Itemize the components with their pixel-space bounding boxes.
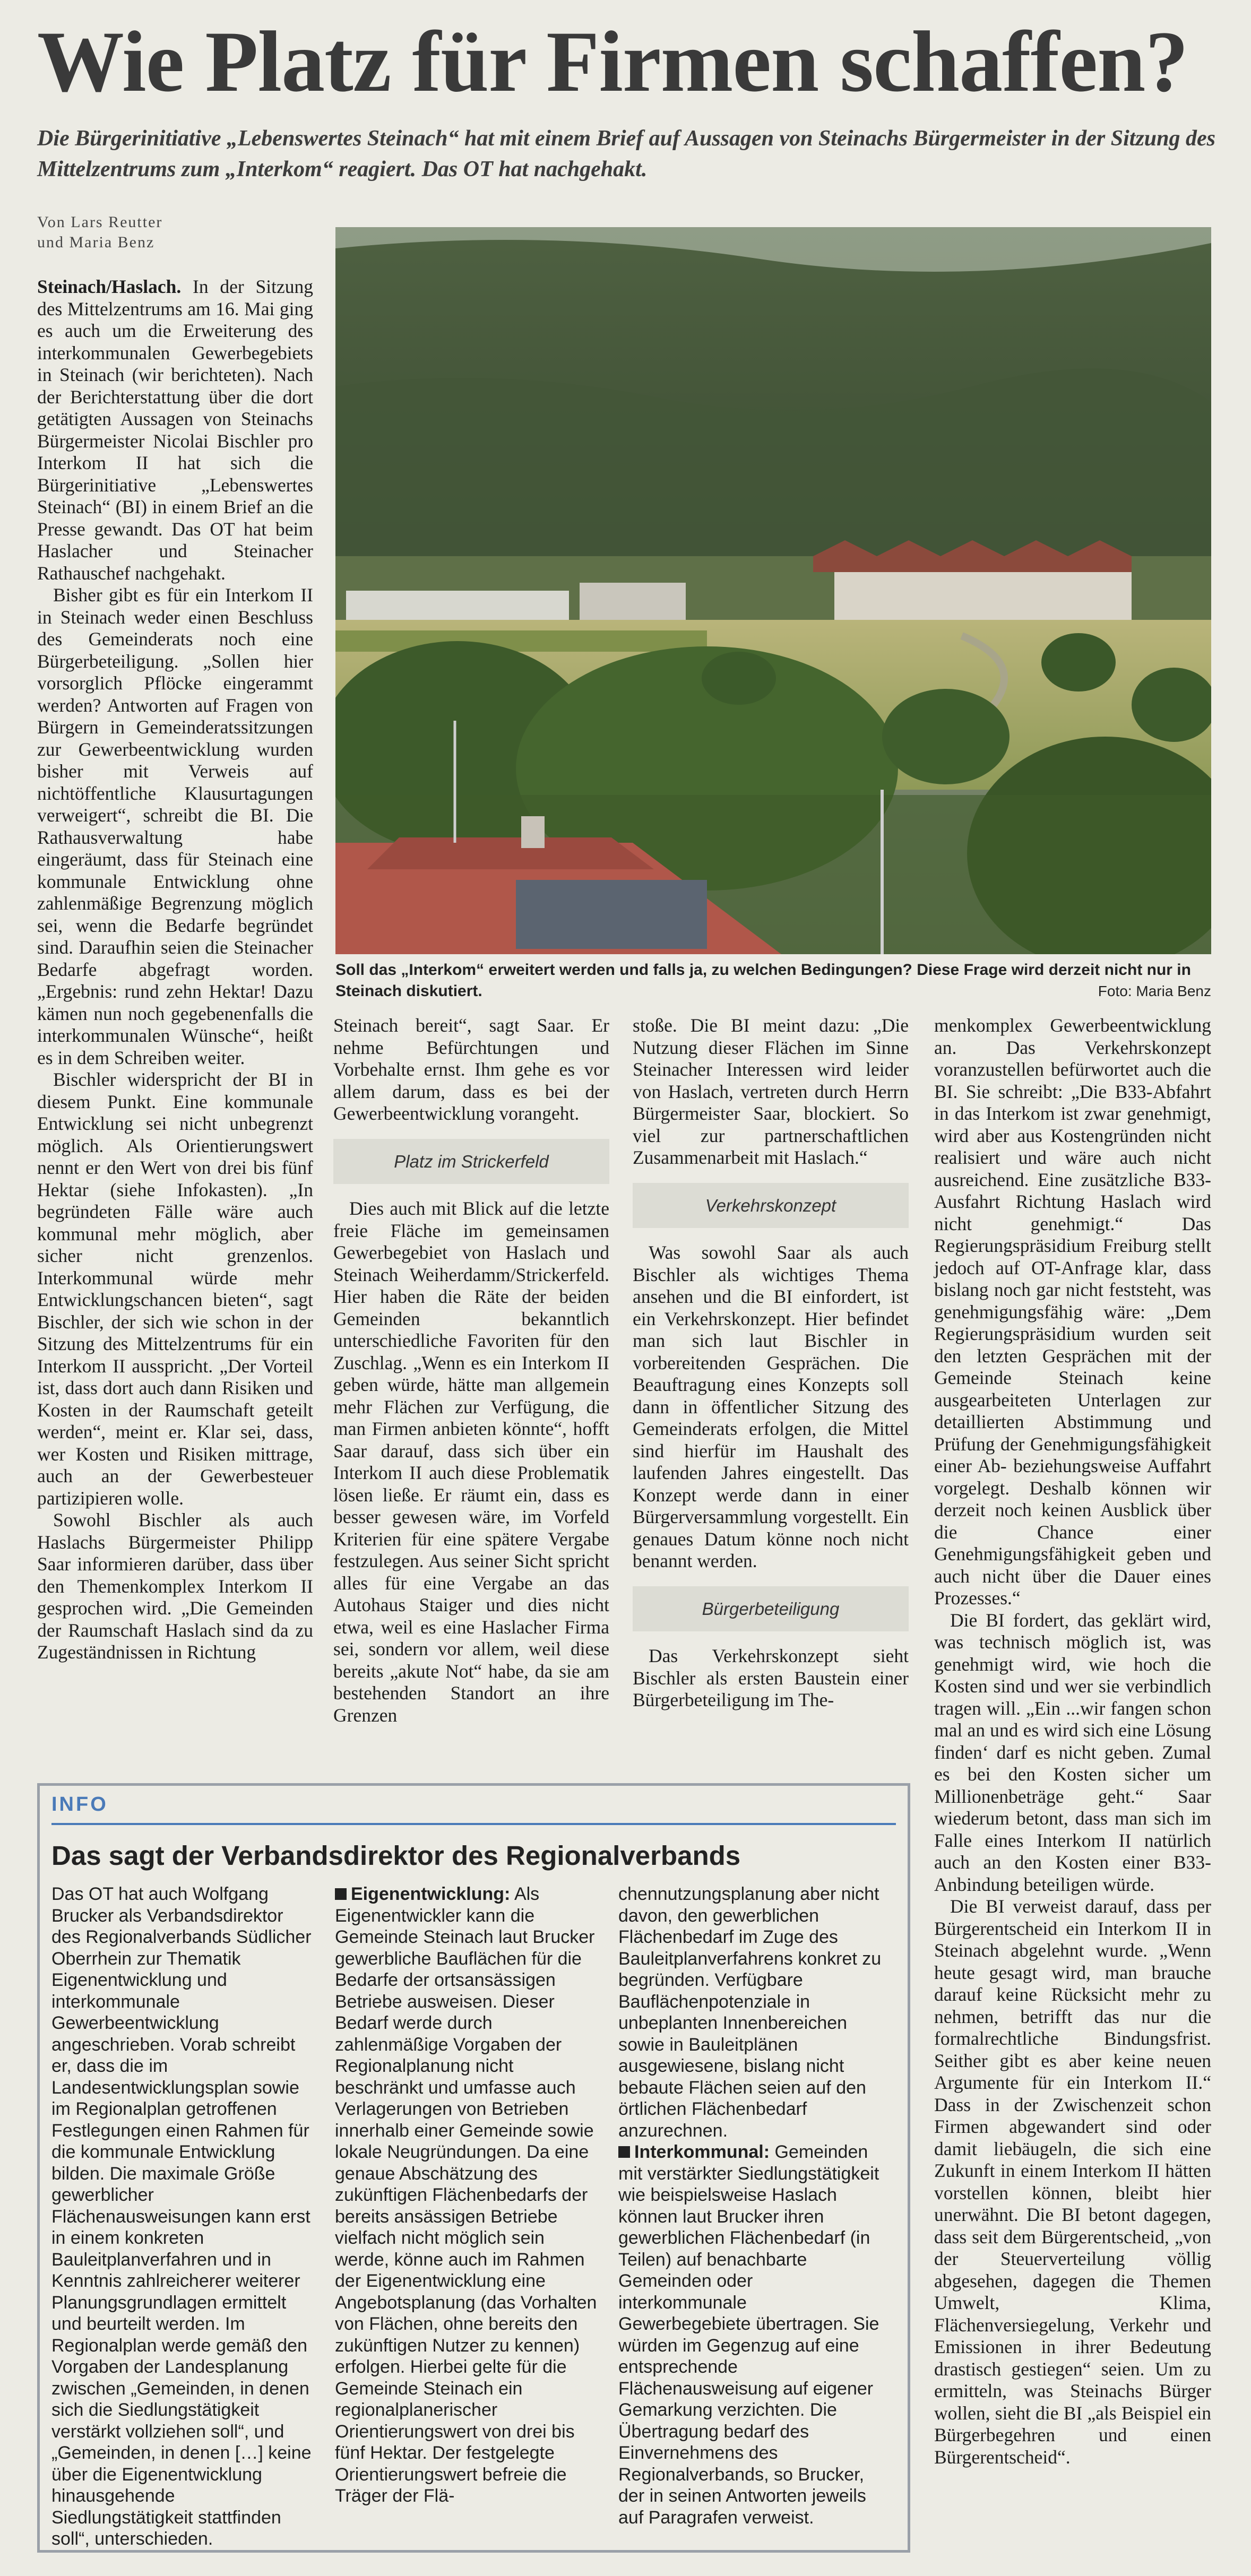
byline-author-1: Von Lars Reutter	[37, 213, 163, 231]
subheadline: Die Bürgerinitiative „Lebenswertes Steinach“ hat mit einem Brief auf Aussagen von Steinachs Bürgermeister in der Sitzung des Mittelzentrums zum „Interkom“ reagiert. Das OT hat nachgehakt.	[37, 126, 1215, 181]
paragraph: Die BI verweist darauf, dass per Bürgerentscheid ein Interkom II in Steinach abgelehnt wurde. „Wenn heute gesagt wird, man brauche darauf keine Rücksicht mehr zu nehmen, betrifft das nur die formalrechtliche Bindungsfrist. Seither gibt es aber keine neuen Argumente für ein Interkom II.“ Dass in der Zwischenzeit schon Firmen abgewandert sind oder damit liebäugeln, die sich eine Zukunft in einem Interkom II hätten vorstellen können, bleibt hier unerwähnt. Die BI betont dagegen, dass seit dem Bürgerentscheid, „von der Steuerverteilung völlig abgesehen, dagegen die Themen Umwelt, Klima, Flächenversiegelung, Verkehr und Emissionen in ihrer Bedeutung drastisch gestiegen“ seien. Um zu ermitteln, was Steinachs Bürger wollen, sieht die BI „als Beispiel ein Bürgerbegehren und einen Bürgerentscheid“.	[934, 1896, 1211, 2468]
info-divider	[51, 1823, 896, 1825]
headline: Wie Platz für Firmen schaffen?	[37, 14, 1188, 110]
paragraph: Steinach bereit“, sagt Saar. Er nehme Befürchtungen und Vorbehalte ernst. Ihm gehe es vor allem darum, dass es bei der Gewerbeentwicklung vorangeht.	[333, 1015, 609, 1124]
article-photo	[335, 227, 1211, 954]
dateline: Steinach/Haslach.	[37, 276, 182, 297]
section-subtitle: Bürgerbeteiligung	[633, 1586, 909, 1632]
info-text: Gemeinden mit verstärkter Siedlungstätigkeit wie beispielsweise Haslach können laut Brucker ihren gewerblichen Flächenbedarf (in Teilen) auf benachbarte Gemeinden oder interkommunale Gewerbegebiete übertragen. Sie würden im Gegenzug auf eine entsprechende Flächenausweisung auf eigener Gemarkung verzichten. Die Übertragung bedarf des Einvernehmens des Regionalverbands, so Brucker, der in seinen Antworten jeweils auf Paragrafen verweist.	[618, 2142, 879, 2528]
bullet-square-icon	[335, 1888, 347, 1900]
article-column-1	[37, 276, 313, 1664]
info-text: Als Eigenentwickler kann die Gemeinde Steinach laut Brucker gewerbliche Bauflächen für die Bedarfe der ortsansässigen Betriebe ausweisen. Dieser Bedarf werde durch zahlenmäßige Vorgaben der Regionalplanung nicht beschränkt und umfasse auch Verlagerungen von Betrieben innerhalb einer Gemeinde sowie lokale Neugründungen. Da eine genaue Abschätzung des zukünftigen Flächenbedarfs der bereits ansässigen Betriebe vielfach nicht möglich sein werde, könne auch im Rahmen der Eigenentwicklung eine Angebotsplanung (das Vorhalten von Flächen, ohne bereits den zukünftigen Nutzer zu kennen) erfolgen. Hierbei gelte für die Gemeinde Steinach ein regionalplanerischer Orientierungswert von drei bis fünf Hektar. Der festgelegte Orientierungswert befreie die Träger der Flä-	[335, 1884, 597, 2506]
photo-credit: Foto: Maria Benz	[1098, 983, 1211, 999]
info-label: INFO	[51, 1793, 108, 1816]
paragraph: Bischler widerspricht der BI in diesem Punkt. Eine kommunale Entwicklung sei nicht unbegrenzt möglich. Als Orientierungswert nennt er den Wert von drei bis fünf Hektar (siehe Infokasten). „In begründeten Fälle wäre auch kommunal mehr möglich, aber sicher nicht grenzenlos. Interkommunal würde mehr Entwicklungschancen bieten“, sagt Bischler, der sich wie schon in der Sitzung des Mittelzentrums für ein Interkom II ausspricht. „Der Vorteil ist, dass dort auch dann Risiken und Kosten in der Raumschaft geteilt werden“, meint er. Klar sei, dass, wer Kosten und Risiken mittrage, auch an der Gewerbesteuer partizipieren wolle.	[37, 1069, 313, 1509]
paragraph: Dies auch mit Blick auf die letzte freie Fläche im gemeinsamen Gewerbegebiet von Haslach und Steinach Weiherdamm/Strickerfeld. Hier haben die Räte der beiden Gemeinden bekanntlich unterschiedliche Favoriten für den Zuschlag. „Wenn es ein Interkom II geben würde, hätte man allgemein mehr Flächen zur Verfügung, die man Firmen anbieten könnte“, hofft Saar darauf, dass sich über ein Interkom II auch diese Problematik lösen ließe. Er räumt ein, dass es besser gewesen wäre, im Vorfeld Kriterien für eine spätere Vergabe festzulegen. Aus seiner Sicht spricht alles für eine Vergabe an das Autohaus Staiger und dies nicht etwa, weil es eine Haslacher Firma sei, sondern vor allem, weil diese bereits „akute Not“ habe, da sie am bestehenden Standort an ihre Grenzen	[333, 1198, 609, 1726]
paragraph: Das Verkehrskonzept sieht Bischler als ersten Baustein einer Bürgerbeteiligung im The-	[633, 1645, 909, 1710]
bullet-square-icon	[618, 2146, 630, 2158]
paragraph: Was sowohl Saar als auch Bischler als wichtiges Thema ansehen und die BI einfordert, ist ein Verkehrskonzept. Hier befindet man sich laut Bischler in vorbereitenden Gesprächen. Die Beauftragung eines Konzepts soll dann in öffentlicher Sitzung des Gemeinderats erfolgen, die Mittel sind hierfür im Haushalt des laufenden Jahres eingestellt. Das Konzept werde dann in einer Bürgerversammlung vorgestellt. Ein genaues Datum könne noch nicht benannt werden.	[633, 1242, 909, 1571]
section-subtitle: Verkehrskonzept	[633, 1183, 909, 1229]
info-paragraph	[335, 1883, 600, 2507]
info-column-3	[618, 1883, 884, 2528]
article-column-2	[333, 1015, 609, 1726]
info-paragraph	[618, 2141, 884, 2528]
paragraph	[37, 276, 313, 584]
caption-text: Soll das „Interkom“ erweitert werden und falls ja, zu welchen Bedingungen? Diese Frage wird derzeit nicht nur in Steinach diskutiert.	[335, 961, 1191, 1000]
info-paragraph: Das OT hat auch Wolfgang Brucker als Verbandsdirektor des Regionalverbands Südlicher Oberrhein zur Thematik Eigenentwicklung und interkommunale Gewerbeentwicklung angeschrieben. Vorab schreibt er, dass die im Landesentwicklungsplan sowie im Regionalplan getroffenen Festlegungen einen Rahmen für die kommunale Entwicklung bilden. Die maximale Größe gewerblicher Flächenausweisungen kann erst in einem konkreten Bauleitplanverfahren und in Kenntnis zahlreicherer weiterer Planungsgrundlagen ermittelt und beurteilt werden. Im Regionalplan werde gemäß den Vorgaben der Landesplanung zwischen „Gemeinden, in denen sich die Siedlungstätigkeit verstärkt vollziehen soll“, und „Gemeinden, in denen […] keine über die Eigenentwicklung hinausgehende Siedlungstätigkeit stattfinden soll“, unterschieden.	[51, 1884, 312, 2549]
paragraph: Bisher gibt es für ein Interkom II in Steinach weder einen Beschluss des Gemeinderats noch eine Bürgerbeteiligung. „Sollen hier vorsorglich Pflöcke eingerammt werden? Antworten auf Fragen von Bürgern in Gemeinderatssitzungen zur Gewerbeentwicklung wurden bisher mit Verweis auf nichtöffentliche Klausurtagungen verweigert“, schreibt die BI. Die Rathausverwaltung habe eingeräumt, dass für Steinach eine kommunale Entwicklung ohne zahlenmäßige Begrenzung möglich sei, wenn die Bedarfe begründet sind. Daraufhin seien die Steinacher Bedarfe abgefragt worden. „Ergebnis: rund zehn Hektar! Dazu kämen nun noch gegebenenfalls die interkommunalen Wünsche“, heißt es in dem Schreiben weiter.	[37, 584, 313, 1068]
article-column-3	[633, 1015, 909, 1711]
paragraph: stoße. Die BI meint dazu: „Die Nutzung dieser Flächen im Sinne Steinacher Interessen wird leider von Haslach, vertreten durch Herrn Bürgermeister Saar, blockiert. So viel zur partnerschaftlichen Zusammenarbeit mit Haslach.“	[633, 1015, 909, 1168]
article-column-4	[934, 1015, 1211, 2468]
info-lead: Interkommunal:	[634, 2142, 770, 2162]
paragraph: Die BI fordert, das geklärt wird, was technisch möglich ist, was genehmigt wird, wie hoch die Kosten sind und wer sie verbindlich tragen will. „Ein ...wir fangen schon mal an und es wird sich eine Lösung finden‘ darf es nicht geben. Zumal es bei den Kosten sicher um Millionenbeträge geht.“ Saar wiederum betont, dass man sich im Falle eines Interkom II natürlich auch an den Kosten einer B33-Anbindung beteiligen würde.	[934, 1609, 1211, 1895]
info-column-1	[51, 1883, 317, 2550]
info-paragraph: chennutzungsplanung aber nicht davon, den gewerblichen Flächenbedarf im Zuge des Bauleitplanverfahrens konkret zu begründen. Verfügbare Bauflächenpotenziale in unbeplanten Innenbereichen sowie in Bauleitplänen ausgewiesene, bislang nicht bebaute Flächen seien auf den örtlichen Flächenbedarf anzurechnen.	[618, 1884, 882, 2141]
info-title: Das sagt der Verbandsdirektor des Regionalverbands	[51, 1840, 741, 1871]
byline-author-2: und Maria Benz	[37, 234, 155, 251]
info-box	[37, 1783, 910, 2553]
info-lead: Eigenentwicklung:	[351, 1884, 511, 1904]
info-column-2	[335, 1883, 600, 2507]
section-subtitle: Platz im Strickerfeld	[333, 1139, 609, 1185]
byline	[37, 212, 313, 253]
landscape-photo	[335, 227, 1211, 954]
photo-caption	[335, 959, 1211, 1005]
paragraph: menkomplex Gewerbeentwicklung an. Das Verkehrskonzept voranzustellen befürwortet auch die BI. Sie schreibt: „Die B33-Abfahrt in das Interkom ist zwar genehmigt, wird aber aus Kostengründen nicht realisiert und wäre auch nicht ausreichend. Eine zusätzliche B33-Ausfahrt Richtung Haslach wird nicht genehmigt.“ Das Regierungspräsidium Freiburg stellt jedoch auf OT-Anfrage klar, dass bislang noch gar nicht feststeht, was genehmigungsfähig wäre: „Dem Regierungspräsidium wurden seit den letzten Gesprächen mit der Gemeinde Steinach keine ausgearbeiteten Unterlagen zur detaillierten Abstimmung und Prüfung der Genehmigungsfähigkeit einer Ab- beziehungsweise Auffahrt vorgelegt. Deshalb können wir derzeit noch keinen Ausblick über die Chance einer Genehmigungsfähigkeit geben und auch nicht über die Dauer eines Prozesses.“	[934, 1015, 1211, 1609]
paragraph-text: In der Sitzung des Mittelzentrums am 16. Mai ging es auch um die Erweiterung des interkommunalen Gewerbegebiets in Steinach (wir berichteten). Nach der Berichterstattung über die dort getätigten Aussagen von Steinachs Bürgermeister Nicolai Bischler pro Interkom II hat sich die Bürgerinitiative „Lebenswertes Steinach“ (BI) in einem Brief an die Presse gewandt. Das OT hat beim Haslacher und Steinacher Rathauschef nachgehakt.	[37, 276, 313, 584]
paragraph: Sowohl Bischler als auch Haslachs Bürgermeister Philipp Saar informieren darüber, dass über den Themenkomplex Interkom II gesprochen wird. „Die Gemeinden der Raumschaft Haslach sind da zu Zugeständnissen in Richtung	[37, 1509, 313, 1663]
